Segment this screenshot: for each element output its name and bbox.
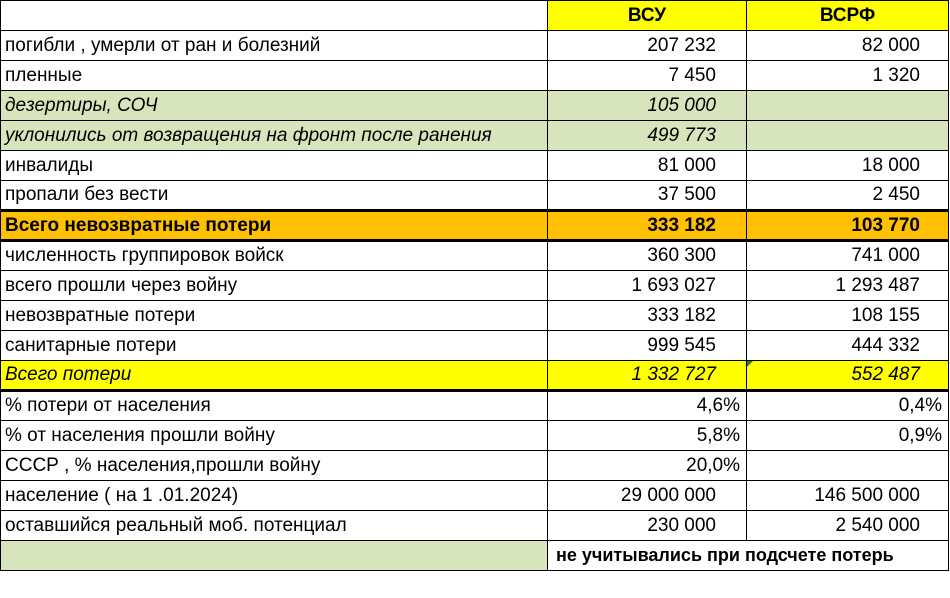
value-vsu: 81 000	[548, 151, 747, 181]
total-row	[1, 361, 949, 391]
row-label: % потери от населения	[1, 391, 548, 421]
value-vsrf: 82 000	[747, 31, 949, 61]
row-label: невозвратные потери	[1, 301, 548, 331]
value-vsu: 333 182	[548, 211, 747, 241]
table-row	[1, 121, 949, 151]
row-label: пропали без вести	[1, 181, 548, 211]
value-vsrf: 0,4%	[747, 391, 949, 421]
table-row	[1, 181, 949, 211]
value-vsrf: 103 770	[747, 211, 949, 241]
table-row	[1, 61, 949, 91]
header-blank-cell	[1, 1, 548, 31]
value-vsu: 360 300	[548, 241, 747, 271]
row-label: Всего невозвратные потери	[1, 211, 548, 241]
value-vsrf: 1 320	[747, 61, 949, 91]
value-vsrf	[747, 121, 949, 151]
table-row	[1, 481, 949, 511]
value-vsu: 4,6%	[548, 391, 747, 421]
table-row	[1, 271, 949, 301]
value-vsu: 105 000	[548, 91, 747, 121]
value-vsrf: 741 000	[747, 241, 949, 271]
value-vsrf: 552 487	[747, 361, 949, 391]
table-row	[1, 301, 949, 331]
row-label: всего прошли через войну	[1, 271, 548, 301]
table-row	[1, 31, 949, 61]
value-vsu: 499 773	[548, 121, 747, 151]
value-vsrf: 2 540 000	[747, 511, 949, 541]
value-vsu: 207 232	[548, 31, 747, 61]
table-row	[1, 331, 949, 361]
value-vsrf: 1 293 487	[747, 271, 949, 301]
table-row	[1, 421, 949, 451]
value-vsu: 1 693 027	[548, 271, 747, 301]
row-label: инвалиды	[1, 151, 548, 181]
total-row	[1, 211, 949, 241]
value-vsrf: 146 500 000	[747, 481, 949, 511]
value-vsrf: 0,9%	[747, 421, 949, 451]
row-label: оставшийся реальный моб. потенциал	[1, 511, 548, 541]
header-vsrf: ВСРФ	[747, 1, 949, 31]
row-label: численность группировок войск	[1, 241, 548, 271]
footer-row	[1, 541, 949, 571]
table-row	[1, 391, 949, 421]
row-label: Всего потери	[1, 361, 548, 391]
value-vsrf: 444 332	[747, 331, 949, 361]
value-vsrf: 18 000	[747, 151, 949, 181]
value-vsu: 29 000 000	[548, 481, 747, 511]
value-vsrf: 2 450	[747, 181, 949, 211]
value-vsu: 7 450	[548, 61, 747, 91]
row-label: санитарные потери	[1, 331, 548, 361]
row-label: население ( на 1 .01.2024)	[1, 481, 548, 511]
value-vsu: 333 182	[548, 301, 747, 331]
value-vsu: 20,0%	[548, 451, 747, 481]
row-label: дезертиры, СОЧ	[1, 91, 548, 121]
value-vsu: 999 545	[548, 331, 747, 361]
header-vsu: ВСУ	[548, 1, 747, 31]
footer-note: не учитывались при подсчете потерь	[548, 541, 949, 571]
table-row	[1, 151, 949, 181]
value-vsu: 37 500	[548, 181, 747, 211]
value-vsrf: 108 155	[747, 301, 949, 331]
value-vsu: 230 000	[548, 511, 747, 541]
table-row	[1, 451, 949, 481]
row-label: пленные	[1, 61, 548, 91]
value-vsu: 1 332 727	[548, 361, 747, 391]
row-label: % от населения прошли войну	[1, 421, 548, 451]
value-vsrf	[747, 91, 949, 121]
table-row	[1, 511, 949, 541]
row-label: СССР , % населения,прошли войну	[1, 451, 548, 481]
legend-green-swatch	[1, 541, 548, 571]
value-vsrf	[747, 451, 949, 481]
value-vsu: 5,8%	[548, 421, 747, 451]
row-label: погибли , умерли от ран и болезний	[1, 31, 548, 61]
header-row	[1, 1, 949, 31]
table-row	[1, 91, 949, 121]
row-label: уклонились от возвращения на фронт после ранения	[1, 121, 548, 151]
table-row	[1, 241, 949, 271]
